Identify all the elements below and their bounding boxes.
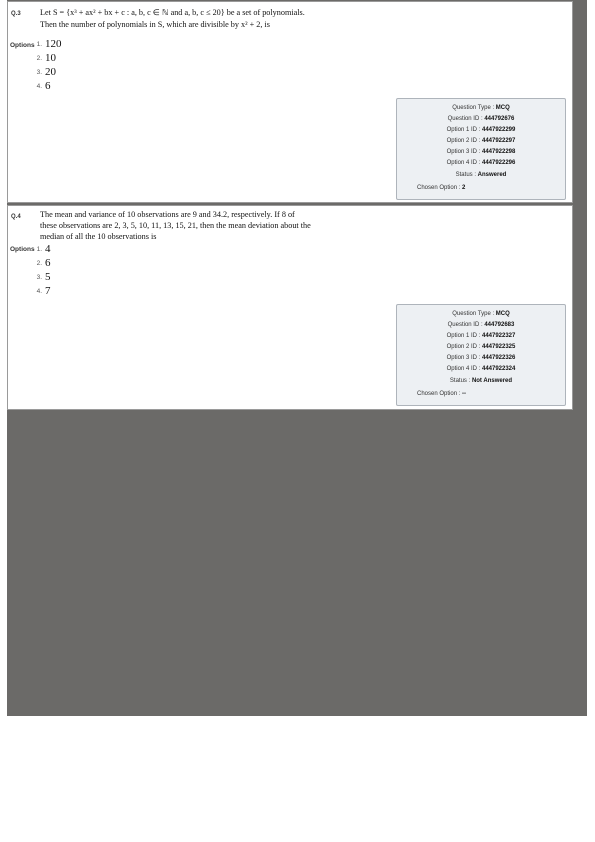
option-value: 120 [45,38,62,50]
info-option2-id: Option 2 ID : 4447922325 [446,344,516,350]
info-option4-id: Option 4 ID : 4447922296 [446,160,516,166]
question-text-line: Then the number of polynomials in S, which are divisible by x² + 2, is [40,20,270,29]
info-option3-id: Option 3 ID : 4447922298 [446,149,516,155]
option-value: 5 [45,271,51,283]
info-question-type: Question Type : MCQ [452,105,510,111]
question-number: Q.3 [11,11,21,17]
options-label: Options [10,42,35,49]
info-option3-id: Option 3 ID : 4447922326 [446,355,516,361]
option-number: 3. [36,274,42,281]
question-card-q4 [7,205,573,410]
question-info-panel [396,304,566,406]
info-status: Status : Answered [455,172,507,178]
question-text-line: these observations are 2, 3, 5, 10, 11, 13, 15, 21, then the mean deviation about the [40,221,311,230]
option-number: 2. [36,55,42,62]
option-number: 4. [36,83,42,90]
info-question-id: Question ID : 444792676 [447,116,515,122]
info-question-type: Question Type : MCQ [452,311,510,317]
info-option4-id: Option 4 ID : 4447922324 [446,366,516,372]
question-info-panel [396,98,566,200]
question-text-line: The mean and variance of 10 observations are 9 and 34.2, respectively. If 8 of [40,210,295,219]
options-label: Options [10,246,35,253]
info-question-id: Question ID : 444792683 [447,322,515,328]
option-value: 6 [45,80,51,92]
option-value: 6 [45,257,51,269]
option-value: 20 [45,66,56,78]
question-number: Q.4 [11,214,21,220]
option-number: 3. [36,69,42,76]
option-number: 1. [36,41,42,48]
option-value: 7 [45,285,51,297]
info-status: Status : Not Answered [449,378,513,384]
info-chosen-option: Chosen Option : 2 [417,185,466,191]
info-option1-id: Option 1 ID : 4447922299 [446,127,516,133]
info-chosen-option: Chosen Option : -- [417,391,467,397]
option-number: 1. [36,246,42,253]
option-number: 4. [36,288,42,295]
question-text-line: Let S = {x³ + ax² + bx + c : a, b, c ∈ ℕ and a, b, c ≤ 20} be a set of polynomials. [40,8,305,17]
question-card-q3 [7,1,573,203]
option-value: 4 [45,243,51,255]
option-number: 2. [36,260,42,267]
info-option1-id: Option 1 ID : 4447922327 [446,333,516,339]
question-text-line: median of all the 10 observations is [40,232,157,241]
option-value: 10 [45,52,56,64]
info-option2-id: Option 2 ID : 4447922297 [446,138,516,144]
